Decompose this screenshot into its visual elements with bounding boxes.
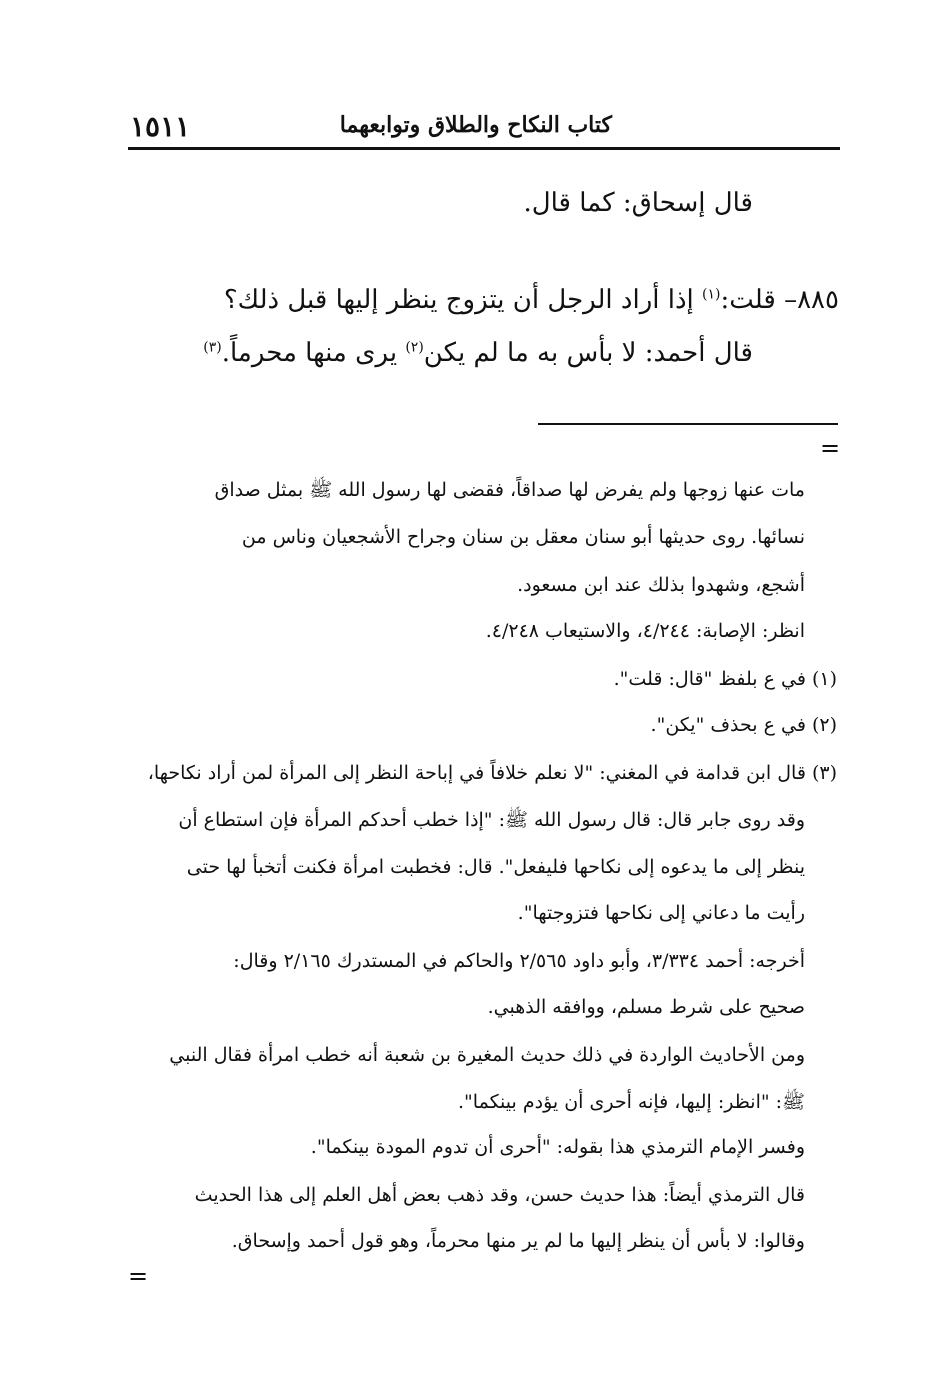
footnote-cont-line: نسائها. روى حديثها أبو سنان معقل بن سنان وجراح الأشجعيان وناس من [241, 526, 805, 548]
footnote-3-line: رأيت ما دعاني إلى نكاحها فتزوجتها". [517, 902, 805, 924]
answer-ahmad [203, 338, 753, 368]
answer-prefix: قال أحمد: لا بأس به ما لم يكن [423, 338, 753, 368]
continuation-mark: = [820, 434, 841, 462]
running-title: كتاب النكاح والطلاق وتوابعهما [339, 112, 612, 138]
page-number: ١٥١١ [130, 110, 191, 143]
continuation-end-mark: = [128, 1262, 149, 1290]
footnote-3: (٣) قال ابن قدامة في المغني: "لا نعلم خلافاً في إباحة النظر إلى المرأة لمن أراد نكاحها، [147, 762, 837, 784]
question-text: إذا أراد الرجل أن يتزوج ينظر إليها قبل ذلك؟ [223, 285, 703, 315]
main-line-ishaq: قال إسحاق: كما قال. [523, 188, 753, 218]
footnote-3-line: وفسر الإمام الترمذي هذا بقوله: "أحرى أن تدوم المودة بينكما". [310, 1136, 805, 1158]
footnote-3-line: ﷺ: "انظر: إليها، فإنه أحرى أن يؤدم بينكما". [458, 1091, 805, 1113]
footnote-3-line: قال الترمذي أيضاً: هذا حديث حسن، وقد ذهب بعض أهل العلم إلى هذا الحديث [194, 1184, 805, 1206]
footnote-3-line: ومن الأحاديث الواردة في ذلك حديث المغيرة بن شعبة أنه خطب امرأة فقال النبي [169, 1044, 805, 1066]
footnote-cont-line: أشجع، وشهدوا بذلك عند ابن مسعود. [517, 574, 805, 596]
footnote-separator [538, 423, 838, 425]
page-header [128, 108, 840, 148]
footnote-3-line: وقالوا: لا بأس أن ينظر إليها ما لم ير منها محرماً، وهو قول أحمد وإسحاق. [231, 1230, 805, 1252]
footnote-1: (١) في ع بلفظ "قال: قلت". [613, 668, 837, 690]
footnote-ref-2: (٢) [405, 339, 424, 356]
footnote-ref-1: (١) [702, 286, 721, 303]
footnote-2: (٢) في ع بحذف "يكن". [650, 714, 837, 736]
footnote-3-line: وقد روى جابر قال: قال رسول الله ﷺ: "إذا خطب أحدكم المرأة فإن استطاع أن [178, 809, 805, 831]
question-885 [224, 285, 839, 315]
footnote-3-line: ينظر إلى ما يدعوه إلى نكاحها فليفعل". قال: فخطبت امرأة فكنت أتخبأ لها حتى [186, 856, 805, 878]
footnote-3-line: صحيح على شرط مسلم، ووافقه الذهبي. [487, 996, 805, 1018]
header-rule [128, 147, 840, 150]
footnote-cont-line: مات عنها زوجها ولم يفرض لها صداقاً، فقضى لها رسول الله ﷺ بمثل صداق [214, 479, 805, 501]
footnote-cont-line: انظر: الإصابة: ٤/٢٤٤، والاستيعاب ٤/٢٤٨. [485, 620, 805, 642]
footnote-ref-3: (٣) [203, 339, 222, 356]
question-prefix: ٨٨٥– قلت: [720, 285, 839, 315]
footnote-3-line: أخرجه: أحمد ٣/٣٣٤، وأبو داود ٢/٥٦٥ والحاكم في المستدرك ٢/١٦٥ وقال: [233, 950, 805, 972]
answer-text: يرى منها محرماً. [221, 338, 406, 368]
